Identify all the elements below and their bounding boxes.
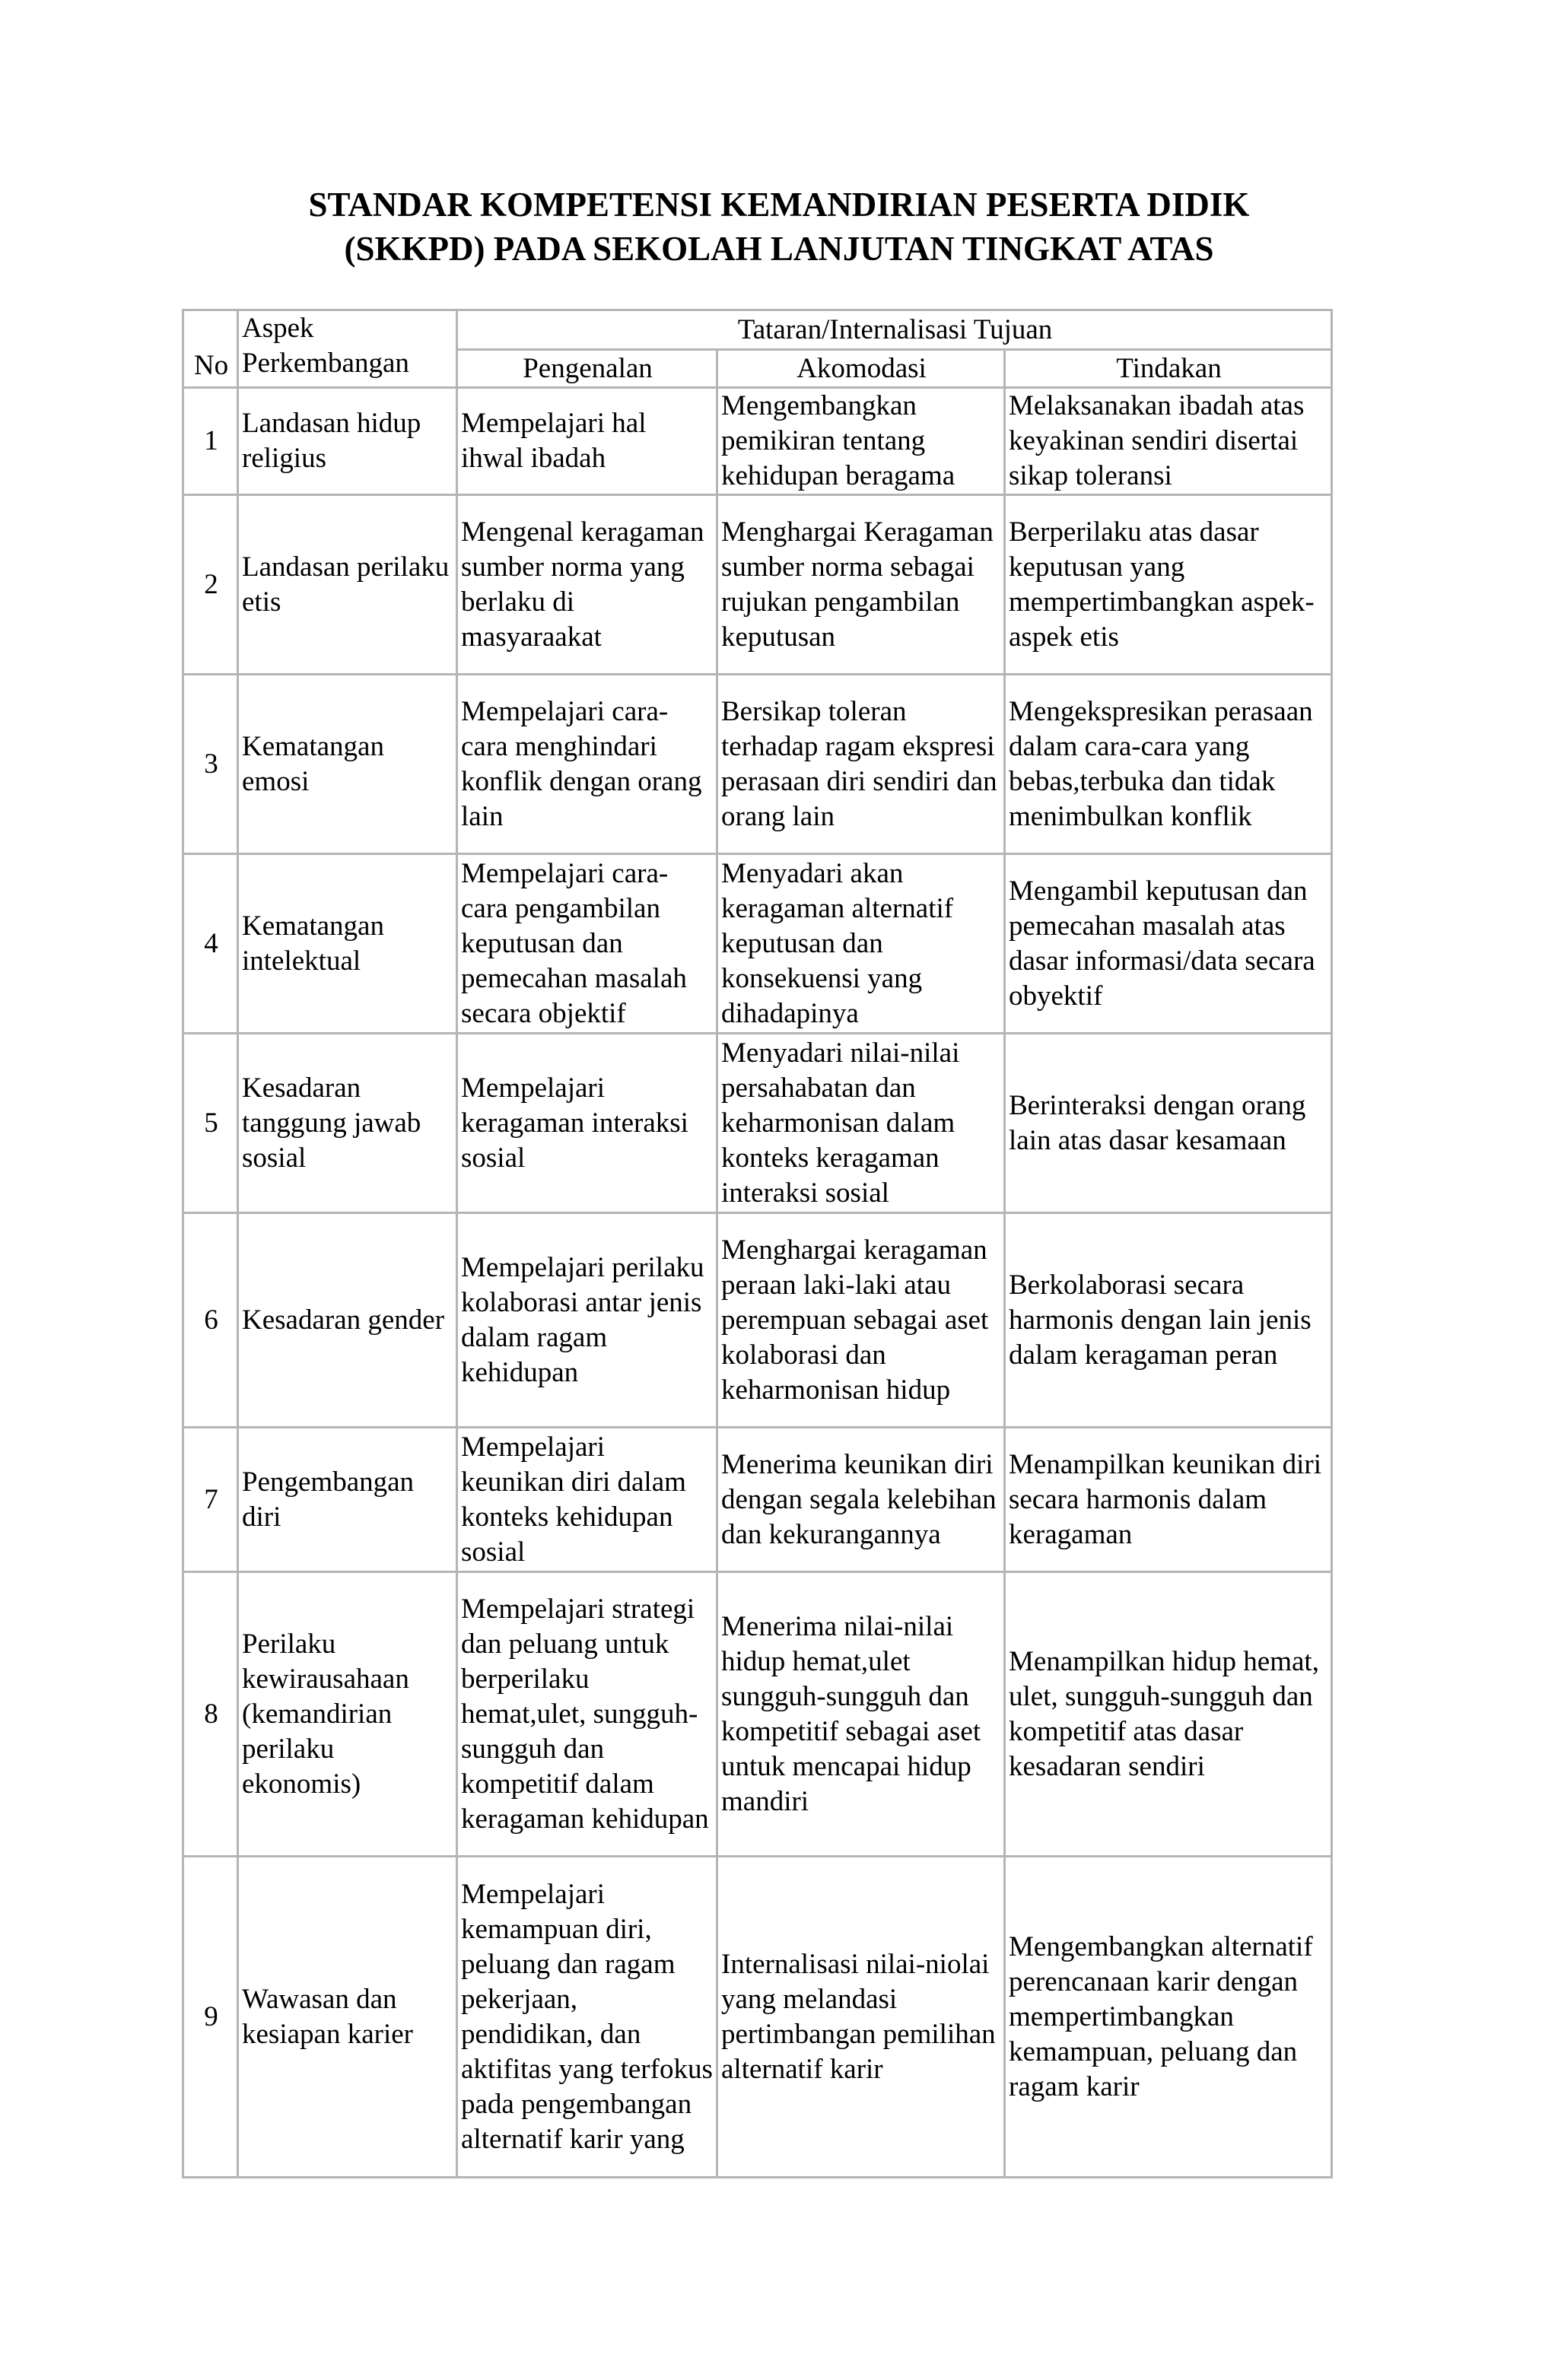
header-row-1: [183, 310, 1332, 350]
cell-tindakan: Menampilkan hidup hemat, ulet, sungguh-sungguh dan kompetitif atas dasar kesadaran sendiri: [1005, 1572, 1332, 1857]
cell-akomodasi: Menyadari akan keragaman alternatif keputusan dan konsekuensi yang dihadapinya: [717, 854, 1005, 1034]
table-row: [183, 675, 1332, 854]
cell-aspek: Pengembangan diri: [238, 1428, 457, 1572]
cell-akomodasi: Internalisasi nilai-niolai yang melandasi pertimbangan pemilihan alternatif karir: [717, 1857, 1005, 2178]
table-row: [183, 1034, 1332, 1213]
skkpd-table: [182, 309, 1333, 2178]
cell-tindakan: Melaksanakan ibadah atas keyakinan sendiri disertai sikap toleransi: [1005, 388, 1332, 495]
cell-pengenalan: Mempelajari kemampuan diri, peluang dan ragam pekerjaan, pendidikan, dan aktifitas yang terfokus pada pengembangan alternatif karir yang: [457, 1857, 717, 2178]
document-title: [0, 183, 1558, 271]
cell-tindakan: Mengekspresikan perasaan dalam cara-cara yang bebas,terbuka dan tidak menimbulkan konflik: [1005, 675, 1332, 854]
cell-aspek: Wawasan dan kesiapan karier: [238, 1857, 457, 2178]
cell-akomodasi: Menghargai keragaman peraan laki-laki atau perempuan sebagai aset kolaborasi dan keharmonisan hidup: [717, 1213, 1005, 1428]
table-row: [183, 495, 1332, 675]
table-header: [183, 310, 1332, 388]
header-aspek: Aspek Perkembangan: [238, 310, 457, 388]
cell-tindakan: Mengambil keputusan dan pemecahan masalah atas dasar informasi/data secara obyektif: [1005, 854, 1332, 1034]
table-row: [183, 1572, 1332, 1857]
cell-no: 5: [183, 1034, 238, 1213]
cell-akomodasi: Bersikap toleran terhadap ragam ekspresi perasaan diri sendiri dan orang lain: [717, 675, 1005, 854]
title-line-1: STANDAR KOMPETENSI KEMANDIRIAN PESERTA DIDIK: [308, 186, 1250, 224]
cell-akomodasi: Menghargai Keragaman sumber norma sebagai rujukan pengambilan keputusan: [717, 495, 1005, 675]
cell-aspek: Kematangan emosi: [238, 675, 457, 854]
table-body: [183, 388, 1332, 2178]
cell-tindakan: Berkolaborasi secara harmonis dengan lain jenis dalam keragaman peran: [1005, 1213, 1332, 1428]
cell-aspek: Perilaku kewirausahaan (kemandirian perilaku ekonomis): [238, 1572, 457, 1857]
cell-no: 8: [183, 1572, 238, 1857]
cell-tindakan: Mengembangkan alternatif perencanaan karir dengan mempertimbangkan kemampuan, peluang dan ragam karir: [1005, 1857, 1332, 2178]
cell-pengenalan: Mempelajari keunikan diri dalam konteks kehidupan sosial: [457, 1428, 717, 1572]
header-akomodasi: Akomodasi: [717, 350, 1005, 388]
cell-pengenalan: Mempelajari cara-cara pengambilan keputusan dan pemecahan masalah secara objektif: [457, 854, 717, 1034]
table-row: [183, 388, 1332, 495]
cell-akomodasi: Menerima nilai-nilai hidup hemat,ulet sungguh-sungguh dan kompetitif sebagai aset untuk mencapai hidup mandiri: [717, 1572, 1005, 1857]
table-row: [183, 1213, 1332, 1428]
cell-no: 6: [183, 1213, 238, 1428]
cell-akomodasi: Menerima keunikan diri dengan segala kelebihan dan kekurangannya: [717, 1428, 1005, 1572]
cell-pengenalan: Mempelajari keragaman interaksi sosial: [457, 1034, 717, 1213]
cell-aspek: Landasan hidup religius: [238, 388, 457, 495]
header-pengenalan: Pengenalan: [457, 350, 717, 388]
cell-tindakan: Menampilkan keunikan diri secara harmonis dalam keragaman: [1005, 1428, 1332, 1572]
title-line-2: (SKKPD) PADA SEKOLAH LANJUTAN TINGKAT ATAS: [344, 230, 1214, 268]
cell-pengenalan: Mempelajari cara-cara menghindari konflik dengan orang lain: [457, 675, 717, 854]
cell-no: 9: [183, 1857, 238, 2178]
cell-akomodasi: Menyadari nilai-nilai persahabatan dan keharmonisan dalam konteks keragaman interaksi sosial: [717, 1034, 1005, 1213]
cell-pengenalan: Mengenal keragaman sumber norma yang berlaku di masyaraakat: [457, 495, 717, 675]
header-tindakan: Tindakan: [1005, 350, 1332, 388]
cell-no: 2: [183, 495, 238, 675]
cell-pengenalan: Mempelajari hal ihwal ibadah: [457, 388, 717, 495]
cell-tindakan: Berperilaku atas dasar keputusan yang mempertimbangkan aspek-aspek etis: [1005, 495, 1332, 675]
cell-no: 3: [183, 675, 238, 854]
table-row: [183, 854, 1332, 1034]
header-no: No: [183, 310, 238, 388]
cell-no: 1: [183, 388, 238, 495]
cell-no: 4: [183, 854, 238, 1034]
cell-pengenalan: Mempelajari perilaku kolaborasi antar jenis dalam ragam kehidupan: [457, 1213, 717, 1428]
cell-aspek: Kematangan intelektual: [238, 854, 457, 1034]
cell-tindakan: Berinteraksi dengan orang lain atas dasar kesamaan: [1005, 1034, 1332, 1213]
table-row: [183, 1428, 1332, 1572]
cell-no: 7: [183, 1428, 238, 1572]
table-row: [183, 1857, 1332, 2178]
cell-aspek: Landasan perilaku etis: [238, 495, 457, 675]
cell-akomodasi: Mengembangkan pemikiran tentang kehidupan beragama: [717, 388, 1005, 495]
cell-aspek: Kesadaran tanggung jawab sosial: [238, 1034, 457, 1213]
cell-aspek: Kesadaran gender: [238, 1213, 457, 1428]
header-tataran: Tataran/Internalisasi Tujuan: [457, 310, 1332, 350]
cell-pengenalan: Mempelajari strategi dan peluang untuk berperilaku hemat,ulet, sungguh-sungguh dan kompetitif dalam keragaman kehidupan: [457, 1572, 717, 1857]
